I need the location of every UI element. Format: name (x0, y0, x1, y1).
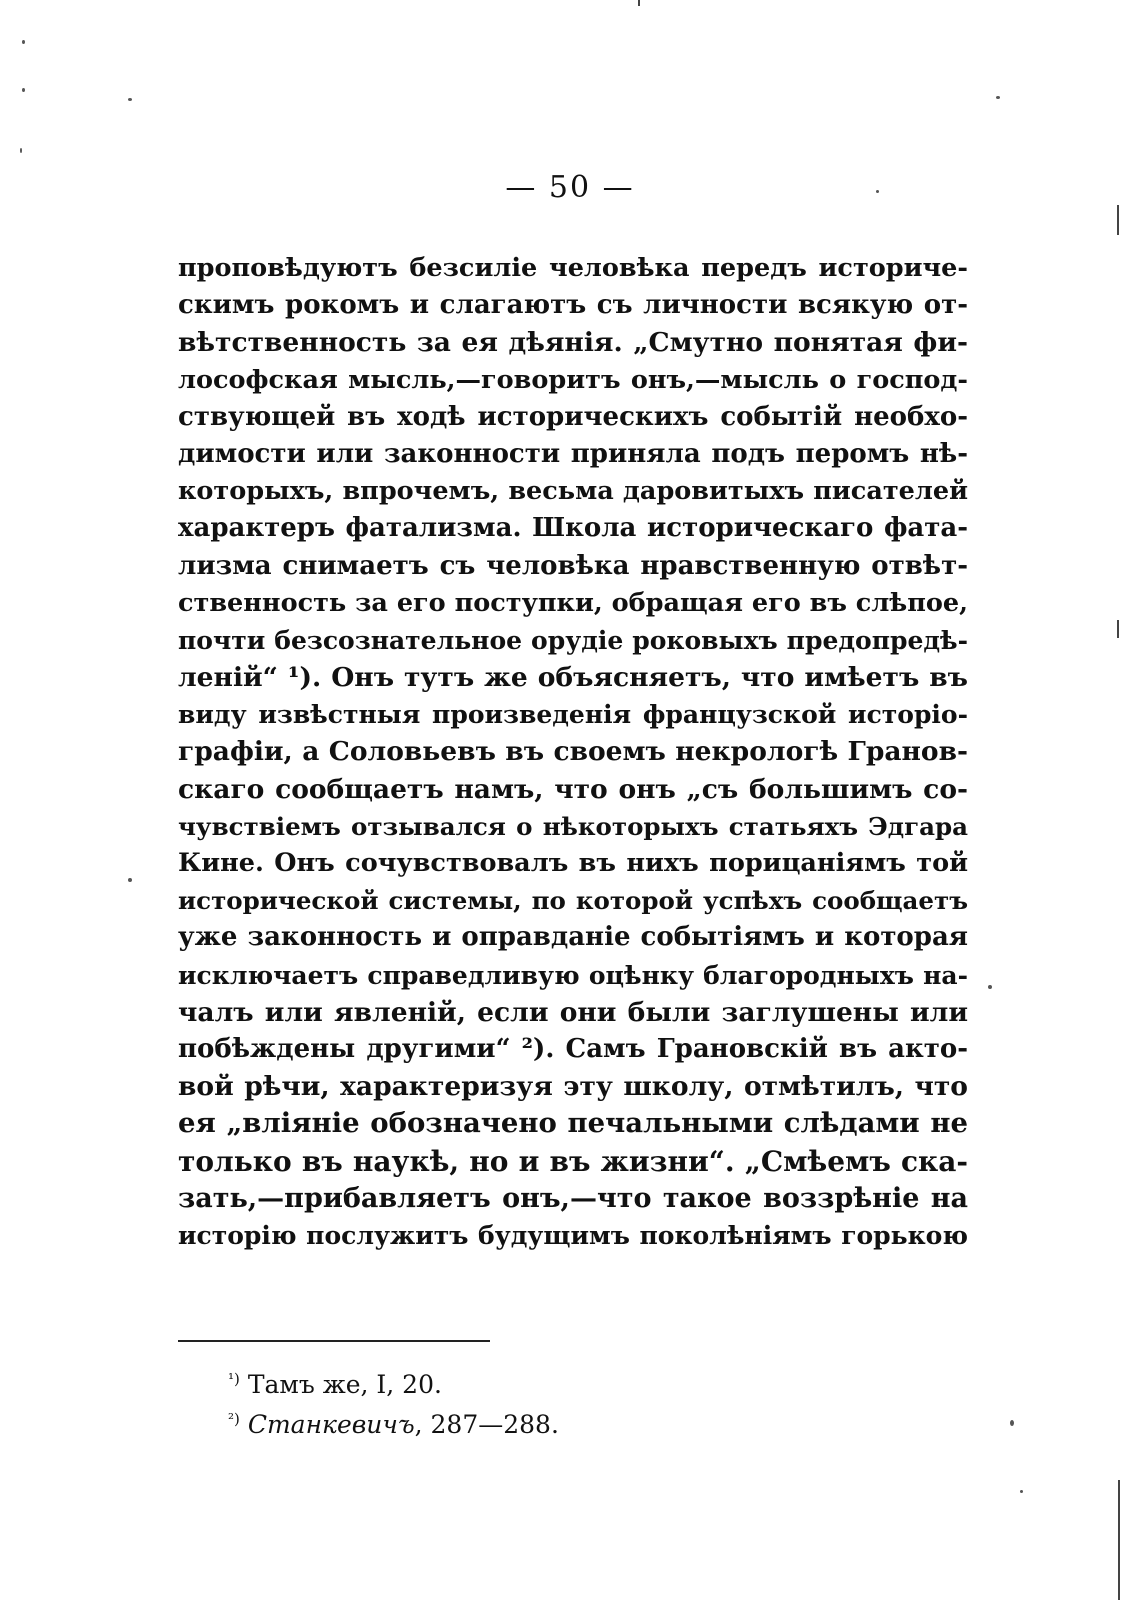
scan-speck (996, 96, 1000, 99)
text-line: почти безсознательное орудіе роковыхъ предопредѣ- (178, 625, 968, 655)
text-line: ственность за его поступки, обращая его въ слѣпое, (178, 587, 968, 618)
footnote-1 (228, 1362, 828, 1402)
text-line: чувствіемъ отзывался о нѣкоторыхъ статьяхъ Эдгара (178, 811, 968, 841)
scan-edge-mark (1117, 205, 1119, 235)
text-line: вѣтственность за ея дѣянія. „Смутно понятая фи- (178, 327, 968, 359)
scan-speck (128, 878, 132, 882)
scan-speck (876, 190, 879, 193)
text-line: исключаетъ справедливую оцѣнку благородныхъ на- (178, 960, 968, 990)
footnotes (228, 1362, 828, 1442)
page-number: — 50 — (505, 170, 635, 205)
text-line: лизма снимаетъ съ человѣка нравственную отвѣт- (178, 550, 968, 581)
text-line: ствующей въ ходѣ историческихъ событій необхо- (178, 401, 968, 432)
footnote-mark: ¹) (228, 1370, 240, 1388)
footnote-italic-name: Станкевичъ (247, 1410, 415, 1439)
scan-speck (1020, 1490, 1023, 1493)
text-line: проповѣдуютъ безсиліе человѣка передъ историче- (178, 253, 968, 283)
text-line: графіи, а Соловьевъ въ своемъ некрологѣ Гранов- (178, 736, 968, 768)
scan-edge-mark (638, 0, 640, 6)
text-line: побѣждены другими“ ²). Самъ Грановскій въ акто- (178, 1033, 968, 1064)
scan-speck (20, 148, 22, 153)
footnote-text: , 287—288. (414, 1410, 559, 1439)
text-line: Кине. Онъ сочувствовалъ въ нихъ порицаніямъ той (178, 848, 968, 878)
text-line: только въ наукѣ, но и въ жизни“. „Смѣемъ ска- (178, 1144, 968, 1178)
text-line: ея „вліяніе обозначено печальными слѣдами не (178, 1107, 968, 1140)
text-line: вой рѣчи, характеризуя эту школу, отмѣтилъ, что (178, 1071, 968, 1103)
text-line: зать,—прибавляетъ онъ,—что такое воззрѣніе на (178, 1182, 968, 1214)
scan-speck (1010, 1420, 1014, 1426)
text-line: исторію послужитъ будущимъ поколѣніямъ горькою (178, 1220, 968, 1250)
footnote-2 (228, 1402, 828, 1442)
scan-edge-mark (1117, 620, 1119, 638)
text-line: скимъ рокомъ и слагаютъ съ личности всякую от- (178, 290, 968, 321)
footnote-mark: ²) (228, 1410, 240, 1428)
scan-speck (22, 88, 25, 92)
scan-speck (128, 98, 132, 101)
scan-edge-mark (1118, 1480, 1120, 1600)
footnote-text: Тамъ же, I, 20. (247, 1370, 442, 1399)
body-text (178, 250, 968, 1254)
text-line: лософская мысль,—говоритъ онъ,—мысль о господ- (178, 364, 968, 395)
text-line: исторической системы, по которой успѣхъ сообщаетъ (178, 886, 968, 916)
text-line: уже законность и оправданіе событіямъ и которая (178, 922, 968, 953)
text-line: характеръ фатализма. Школа историческаго фата- (178, 513, 968, 544)
scan-speck (22, 40, 25, 44)
text-line: чалъ или явленій, если они были заглушены или (178, 996, 968, 1028)
text-line: скаго сообщаетъ намъ, что онъ „съ большимъ со- (178, 773, 968, 805)
text-line: леній“ ¹). Онъ тутъ же объясняетъ, что имѣетъ въ (178, 662, 968, 694)
text-line: димости или законности приняла подъ перомъ нѣ- (178, 438, 968, 469)
scan-speck (988, 985, 992, 989)
text-line: которыхъ, впрочемъ, весьма даровитыхъ писателей (178, 476, 968, 507)
footnote-divider (178, 1340, 490, 1342)
text-line: виду извѣстныя произведенія французской исторіо- (178, 700, 968, 730)
